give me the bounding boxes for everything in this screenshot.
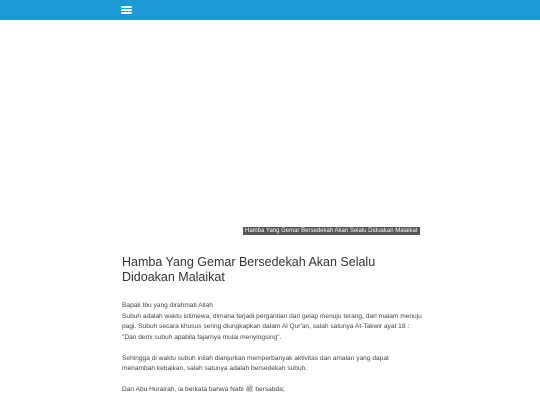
- article-content: [122, 255, 422, 406]
- image-caption: Hamba Yang Gemar Bersedekah Akan Selalu Didoakan Malaikat: [245, 228, 418, 234]
- article-title: Hamba Yang Gemar Bersedekah Akan Selalu Didoakan Malaikat: [122, 255, 376, 284]
- article-paragraph: Subuh adalah waktu istimewa, dimana terjadi pergantian dari gelap menuju terang, dari malam menuju pagi. Subuh secara khusus sering diungkapkan dalam Al Qur'an, salah satunya At-Takwir ayat 18 : "Dan demi subuh apabila fajarnya mulai menyingsing".: [122, 312, 422, 341]
- article-paragraph: Dari Abu Hurairah, ia berkata bahwa Nabi ﷺ bersabda;: [122, 386, 285, 393]
- article-greeting: Bapak Ibu yang dirahmati Allah: [122, 302, 213, 309]
- article-body: [122, 301, 422, 396]
- menu-line: [121, 9, 132, 11]
- article-paragraph: Sehingga di waktu subuh inilah dianjurkan memperbanyak aktivitas dan amalan yang dapat menambah kebaikan, salah satunya adalah bersedekah subuh.: [122, 354, 389, 372]
- menu-line: [121, 12, 132, 14]
- top-navigation-bar: [0, 0, 540, 20]
- hamburger-menu-icon[interactable]: [121, 5, 132, 15]
- menu-line: [121, 6, 132, 8]
- featured-image-area: [0, 20, 540, 240]
